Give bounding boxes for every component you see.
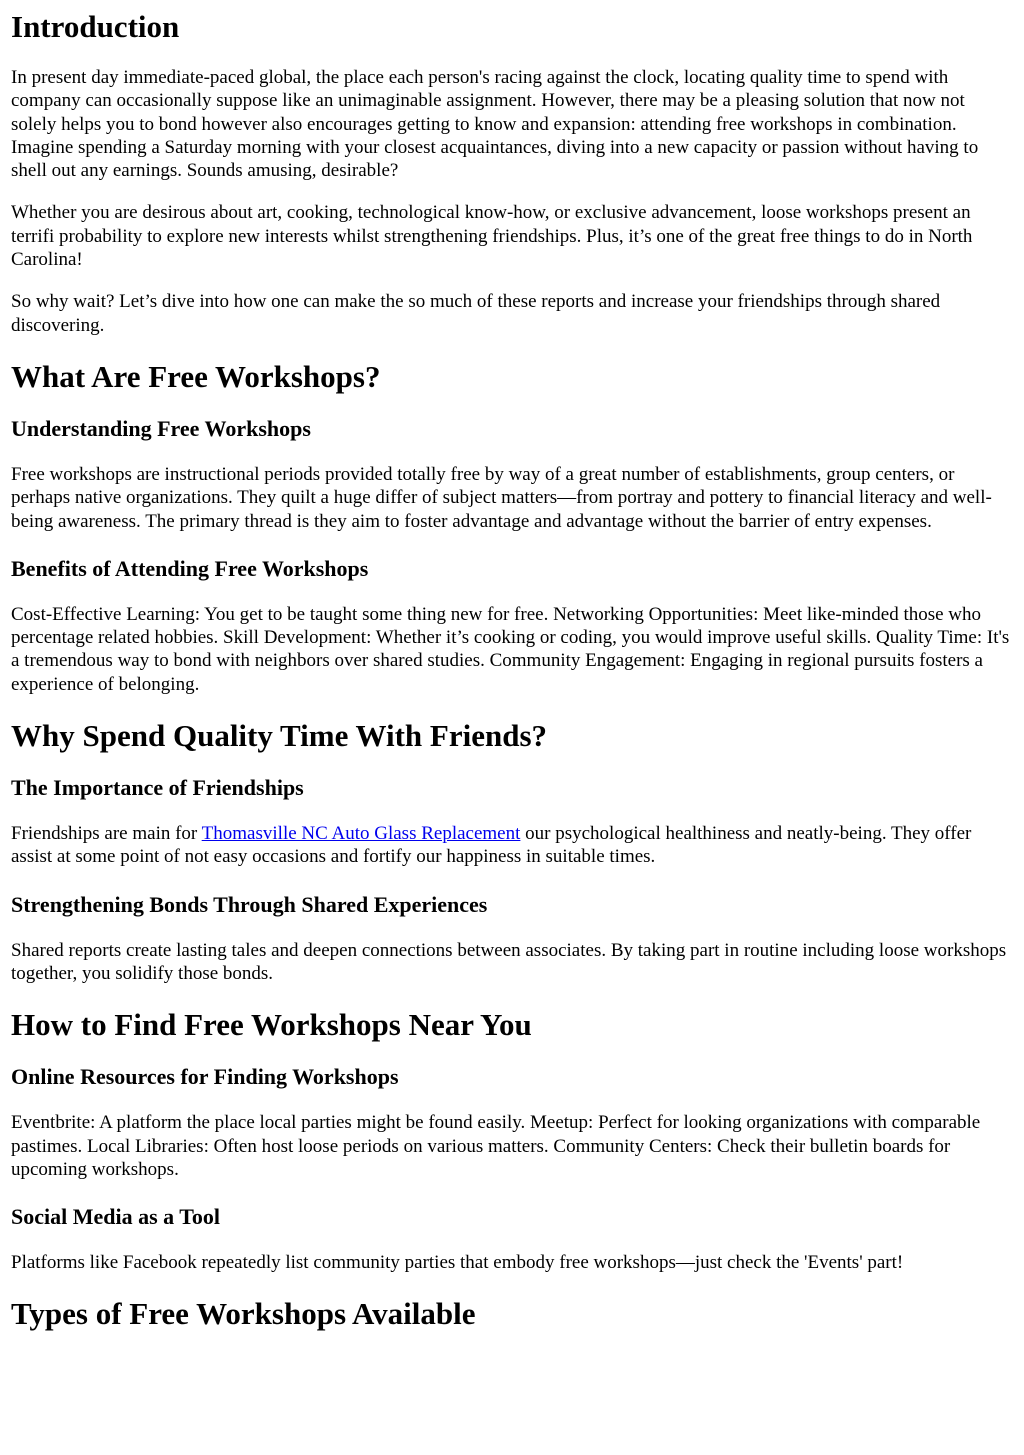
- heading-why-spend-quality-time: Why Spend Quality Time With Friends?: [11, 718, 548, 754]
- what-paragraph-2: Cost-Effective Learning: You get to be taught some thing new for free. Networking Opportunities: Meet like-minded those who percentage related hobbies. Skill Development: Whether it’s cooking or coding, you would improve useful skills. Quality Time: It's a tremendous way to bond with neighbors over shared studies. Community Engagement: Engaging in regional pursuits fosters a experience of belonging.: [11, 603, 1010, 695]
- heading-introduction: Introduction: [11, 9, 180, 44]
- intro-paragraph-3: So why wait? Let’s dive into how one can make the so much of these reports and increase your friendships through shared discovering.: [11, 291, 941, 336]
- thomasville-auto-glass-link[interactable]: Thomasville NC Auto Glass Replacement: [201, 823, 521, 845]
- how-paragraph-2: Platforms like Facebook repeatedly list community parties that embody free workshops—just check the 'Events' part!: [11, 1252, 904, 1274]
- subheading-importance-of-friendships: The Importance of Friendships: [11, 775, 304, 801]
- subheading-understanding-free-workshops: Understanding Free Workshops: [11, 415, 311, 441]
- subheading-online-resources: Online Resources for Finding Workshops: [11, 1064, 399, 1090]
- subheading-strengthening-bonds: Strengthening Bonds Through Shared Experiences: [11, 891, 488, 917]
- why-paragraph-2: Shared reports create lasting tales and deepen connections between associates. By taking part in routine including loose workshops together, you solidify those bonds.: [11, 939, 1007, 984]
- why-paragraph-1: [11, 822, 1014, 869]
- why-paragraph-1-text-before: Friendships are main for: [11, 823, 202, 845]
- how-paragraph-1: Eventbrite: A platform the place local parties might be found easily. Meetup: Perfect for looking organizations with comparable pastimes. Local Libraries: Often host loose periods on various matters. Community Centers: Check their bulletin boards for upcoming workshops.: [11, 1112, 981, 1180]
- intro-paragraph-2: Whether you are desirous about art, cooking, technological know-how, or exclusive advancement, loose workshops present an terrifi probability to explore new interests whilst strengthening friendships. Plus, it’s one of the great free things to do in North Carolina!: [11, 202, 973, 271]
- subheading-social-media: Social Media as a Tool: [11, 1204, 221, 1230]
- heading-what-are-free-workshops: What Are Free Workshops?: [11, 358, 381, 394]
- heading-how-to-find-workshops: How to Find Free Workshops Near You: [11, 1007, 532, 1043]
- what-paragraph-1: Free workshops are instructional periods provided totally free by way of a great number of establishments, group centers, or perhaps native organizations. They quilt a huge differ of subject matters—from portray and pottery to financial literacy and well-being awareness. The primary thread is they aim to foster advantage and advantage without the barrier of entry expenses.: [11, 463, 992, 532]
- heading-types-of-workshops: Types of Free Workshops Available: [11, 1296, 476, 1332]
- why-paragraph-1-text-after: our psychological healthiness and neatly-being. They offer assist at some point of not easy occasions and fortify our happiness in suitable times.: [11, 823, 972, 868]
- article: [0, 9, 1024, 1332]
- intro-paragraph-1: In present day immediate-paced global, the place each person's racing against the clock, locating quality time to spend with company can occasionally suppose like an unimaginable assignment. However, there may be a pleasing solution that now not solely helps you to bond however also encourages getting to know and expansion: attending free workshops in combination. Imagine spending a Saturday morning with your closest acquaintances, diving into a new capacity or passion without having to shell out any earnings. Sounds amusing, desirable?: [11, 67, 979, 182]
- subheading-benefits: Benefits of Attending Free Workshops: [11, 555, 369, 581]
